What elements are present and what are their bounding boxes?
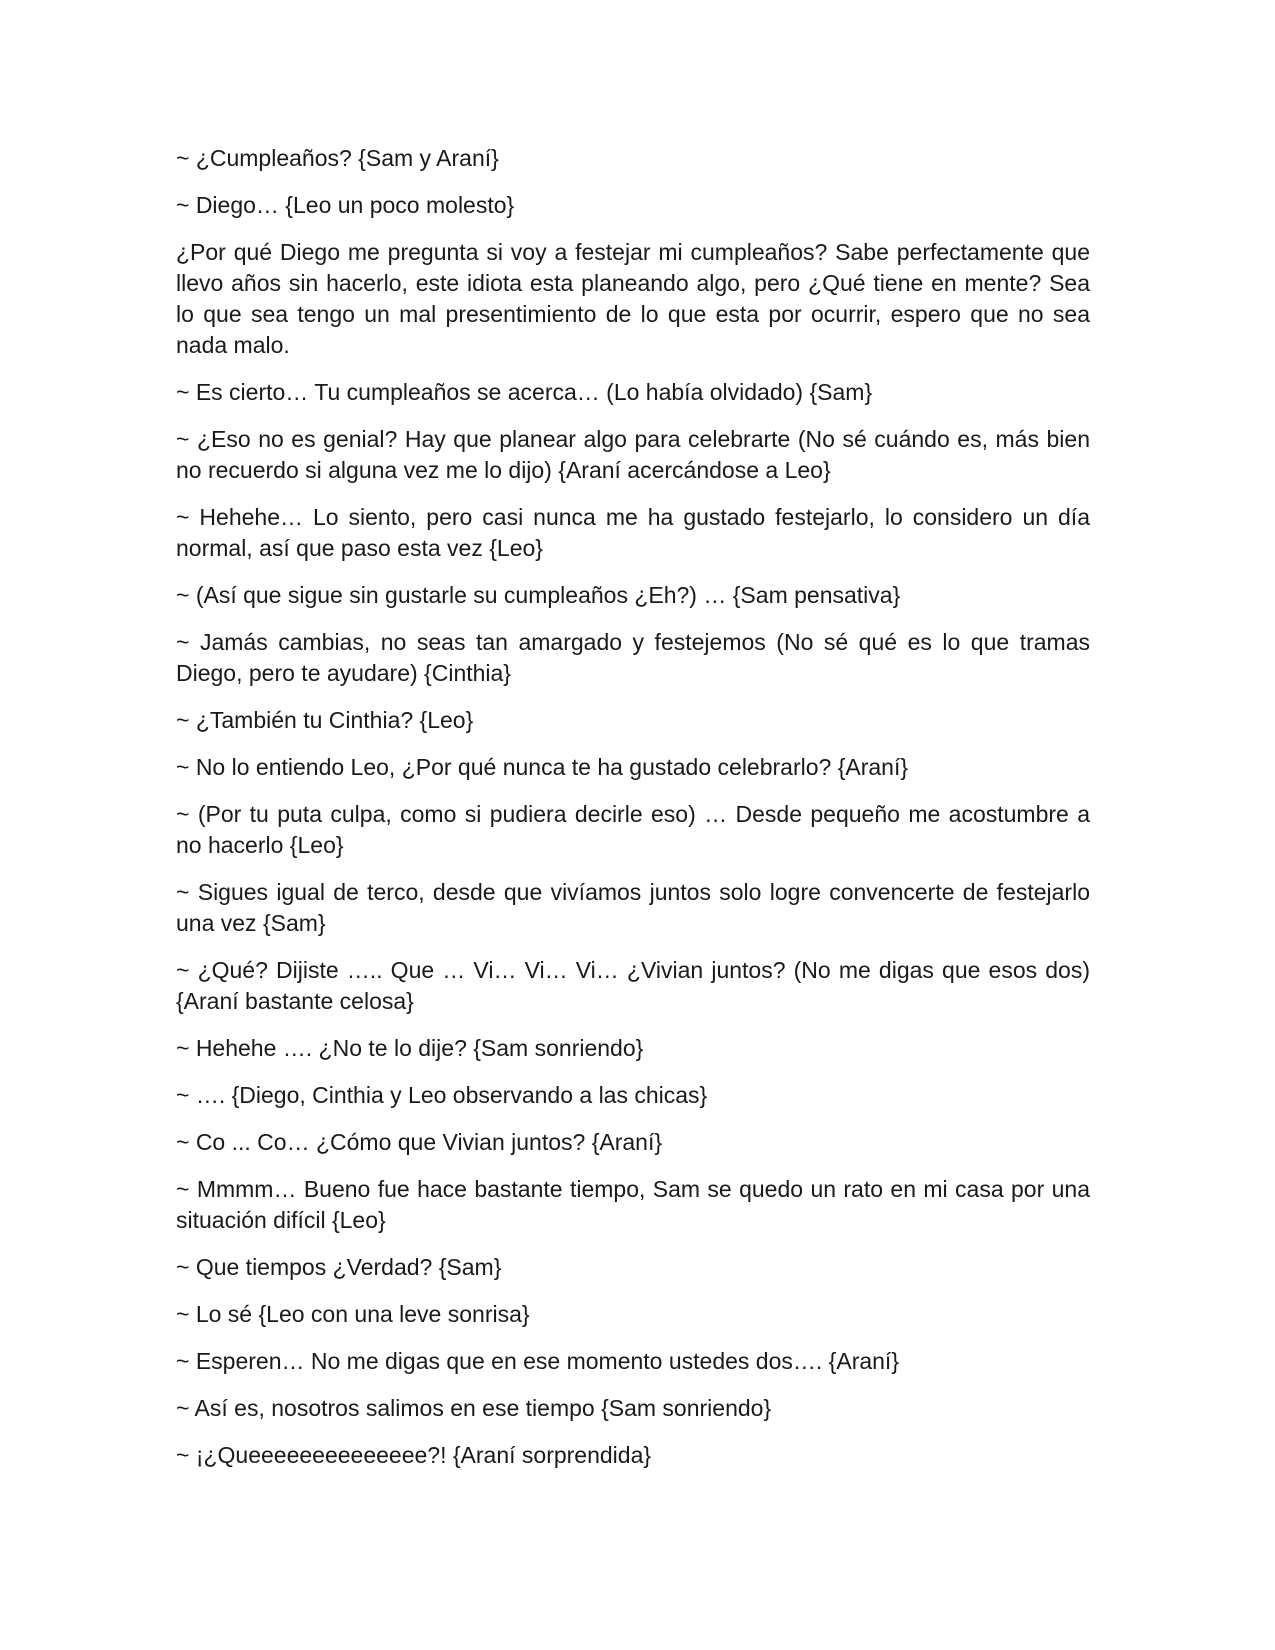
paragraph-22: ~ ¡¿Queeeeeeeeeeeeee?! {Araní sorprendida} [176, 1442, 652, 1468]
paragraph-19: ~ Lo sé {Leo con una leve sonrisa} [176, 1301, 530, 1327]
paragraph-4: ~ Es cierto… Tu cumpleaños se acerca… (Lo había olvidado) {Sam} [176, 379, 873, 405]
paragraph-5: ~ ¿Eso no es genial? Hay que planear algo para celebrarte (No sé cuándo es, más bien no recuerdo si alguna vez me lo dijo) {Araní acercándose a Leo} [176, 426, 1090, 483]
paragraph-6: ~ Hehehe… Lo siento, pero casi nunca me ha gustado festejarlo, lo considero un día normal, así que paso esta vez {Leo} [176, 504, 1090, 561]
paragraph-8: ~ Jamás cambias, no seas tan amargado y festejemos (No sé qué es lo que tramas Diego, pero te ayudare) {Cinthia} [176, 629, 1090, 686]
paragraph-11: ~ (Por tu puta culpa, como si pudiera decirle eso) … Desde pequeño me acostumbre a no hacerlo {Leo} [176, 801, 1090, 858]
paragraph-2: ~ Diego… {Leo un poco molesto} [176, 192, 515, 218]
paragraph-17: ~ Mmmm… Bueno fue hace bastante tiempo, Sam se quedo un rato en mi casa por una situación difícil {Leo} [176, 1176, 1090, 1233]
paragraph-18: ~ Que tiempos ¿Verdad? {Sam} [176, 1254, 502, 1280]
paragraph-14: ~ Hehehe …. ¿No te lo dije? {Sam sonriendo} [176, 1035, 644, 1061]
paragraph-21: ~ Así es, nosotros salimos en ese tiempo {Sam sonriendo} [176, 1395, 772, 1421]
paragraph-15: ~ …. {Diego, Cinthia y Leo observando a las chicas} [176, 1082, 708, 1108]
paragraph-13: ~ ¿Qué? Dijiste ….. Que … Vi… Vi… Vi… ¿Vivian juntos? (No me digas que esos dos) {Araní bastante celosa} [176, 957, 1090, 1014]
paragraph-7: ~ (Así que sigue sin gustarle su cumpleaños ¿Eh?) … {Sam pensativa} [176, 582, 901, 608]
paragraph-3: ¿Por qué Diego me pregunta si voy a festejar mi cumpleaños? Sabe perfectamente que llevo años sin hacerlo, este idiota esta planeando algo, pero ¿Qué tiene en mente? Sea lo que sea tengo un mal presentimiento de lo que esta por ocurrir, espero que no sea nada malo. [176, 239, 1090, 358]
paragraph-16: ~ Co ... Co… ¿Cómo que Vivian juntos? {Araní} [176, 1129, 663, 1155]
paragraph-20: ~ Esperen… No me digas que en ese momento ustedes dos…. {Araní} [176, 1348, 900, 1374]
paragraph-10: ~ No lo entiendo Leo, ¿Por qué nunca te ha gustado celebrarlo? {Araní} [176, 754, 909, 780]
paragraph-9: ~ ¿También tu Cinthia? {Leo} [176, 707, 474, 733]
document-page [176, 143, 1090, 1487]
paragraph-1: ~ ¿Cumpleaños? {Sam y Araní} [176, 145, 499, 171]
paragraph-12: ~ Sigues igual de terco, desde que vivíamos juntos solo logre convencerte de festejarlo una vez {Sam} [176, 879, 1090, 936]
